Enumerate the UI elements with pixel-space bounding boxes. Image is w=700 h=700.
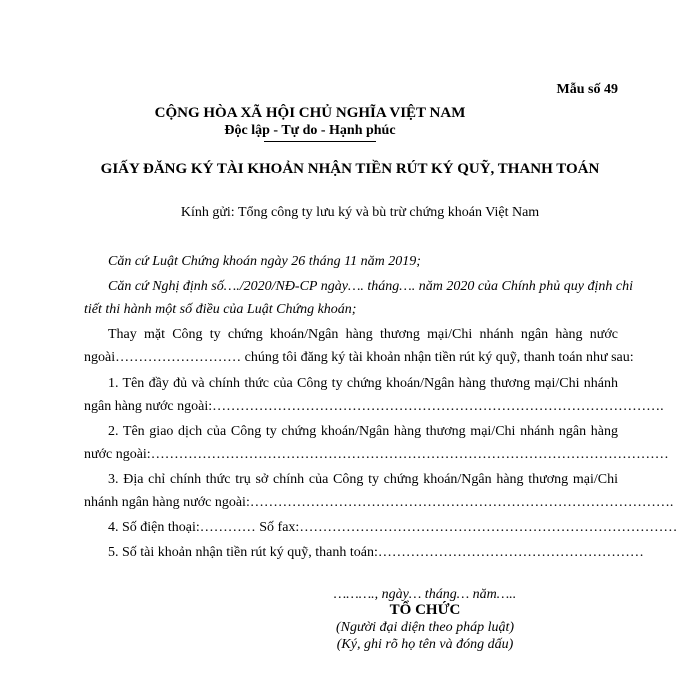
national-title: CỘNG HÒA XÃ HỘI CHỦ NGHĨA VIỆT NAM [154,105,466,121]
national-motto: Độc lập - Tự do - Hạnh phúc [224,123,396,138]
item5-account: 5. Số tài khoản nhận tiền rút ký quỹ, thanh toán:………………………………………………… [108,545,644,560]
signature-date: ………., ngày… tháng… năm….. [333,587,517,602]
item2-line1: 2. Tên giao dịch của Công ty chứng khoán/Ngân hàng thương mại/Chi nhánh ngân hàng [108,424,618,439]
basis-law: Căn cứ Luật Chứng khoán ngày 26 tháng 11 năm 2019; [108,254,421,269]
recipient-line: Kính gửi: Tổng công ty lưu ký và bù trừ chứng khoán Việt Nam [180,205,540,220]
item3-line1: 3. Địa chỉ chính thức trụ sở chính của Công ty chứng khoán/Ngân hàng thương mại/Chi [108,472,618,487]
item3-line2: nhánh ngân hàng nước ngoài:………………………………………………………………………………. [84,495,674,510]
signature-org: TỔ CHỨC [389,602,461,618]
intro-line2: ngoài……………………… chúng tôi đăng ký tài khoản nhận tiền rút ký quỹ, thanh toán như sau: [84,350,634,365]
signature-sign-note: (Ký, ghi rõ họ tên và đóng dấu) [336,637,514,652]
item1-line2: ngân hàng nước ngoài:……………………………………………………………………………………. [84,399,664,414]
item2-line2: nước ngoài:………………………………………………………………………………………………… [84,447,669,462]
item4-phone-fax: 4. Số điện thoại:………… Số fax:……………………………………………………………………… [108,520,678,535]
form-number: Mẫu số 49 [556,82,618,97]
item1-line1: 1. Tên đầy đủ và chính thức của Công ty chứng khoán/Ngân hàng thương mại/Chi nhánh [108,376,618,391]
signature-rep-note: (Người đại diện theo pháp luật) [335,620,515,635]
basis-decree-line2: tiết thi hành một số điều của Luật Chứng khoán; [84,302,357,317]
document-title: GIẤY ĐĂNG KÝ TÀI KHOẢN NHẬN TIỀN RÚT KÝ QUỸ, THANH TOÁN [100,161,600,177]
basis-decree-line1: Căn cứ Nghị định số…./2020/NĐ-CP ngày…. tháng…. năm 2020 của Chính phủ quy định chi [108,279,633,294]
intro-line1: Thay mặt Công ty chứng khoán/Ngân hàng thương mại/Chi nhánh ngân hàng nước [108,327,618,342]
motto-underline [264,141,376,142]
